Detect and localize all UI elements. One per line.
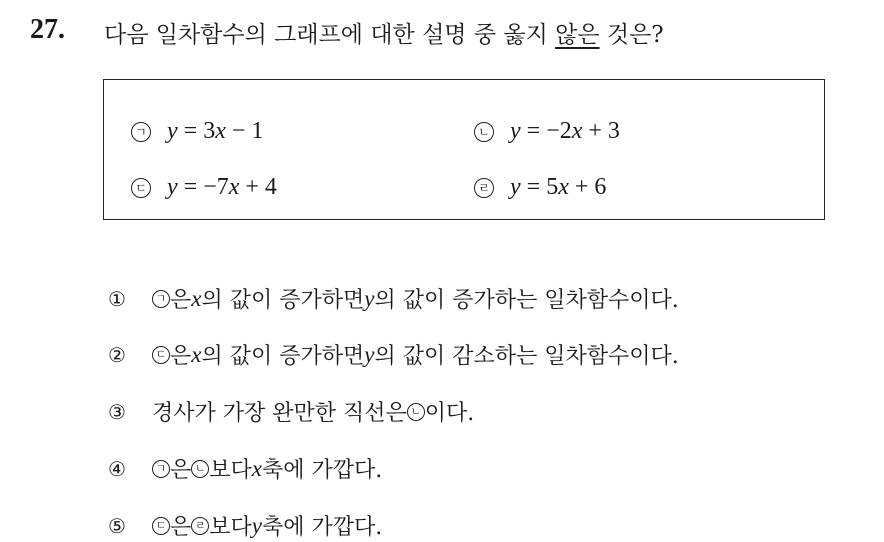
option-variable: x [251,455,262,481]
answer-option-1[interactable] [108,283,679,314]
function-item-a [131,118,263,145]
option-text: 축에 가깝다. [262,458,383,483]
option-text: 보다 [209,515,252,540]
option-number: ③ [108,399,126,424]
option-mark: ㄴ [407,403,425,421]
option-number: ④ [108,456,126,481]
option-number: ① [108,286,126,311]
equation-c: y = −7x + 4 [167,174,277,200]
option-text: 보다 [209,458,252,483]
equation-a: y = 3x − 1 [167,118,264,144]
option-text: 은 [170,458,192,483]
question-text [104,16,664,49]
answer-option-3[interactable] [108,396,474,427]
option-text: 의 값이 증가하면 [201,344,365,369]
option-variable: y [364,341,375,367]
mark-d: ㄹ [474,178,494,198]
option-variable: x [191,285,202,311]
option-number: ② [108,342,126,367]
mark-c: ㄷ [131,178,151,198]
option-text: 축에 가깝다. [262,515,383,540]
equation-b: y = −2x + 3 [510,118,620,144]
option-text: 경사가 가장 완만한 직선은 [152,401,407,426]
option-text: 은 [170,344,192,369]
question-text-start: 다음 일차함수의 그래프에 대한 설명 중 옳지 [104,22,556,48]
function-item-b [474,118,620,145]
option-variable: y [364,285,375,311]
question-underlined-word: 않은 [555,22,600,48]
option-text: 의 값이 증가하면 [201,288,365,313]
option-number: ⑤ [108,513,126,538]
option-mark: ㄹ [191,517,209,535]
option-mark: ㄴ [191,460,209,478]
mark-b: ㄴ [474,122,494,142]
mark-a: ㄱ [131,122,151,142]
answer-option-2[interactable] [108,339,679,370]
option-mark: ㄱ [152,460,170,478]
option-text: 은 [170,288,192,313]
option-variable: x [191,341,202,367]
option-text: 은 [170,515,192,540]
function-item-d [474,174,606,201]
question-number: 27. [30,14,65,45]
option-text: 의 값이 감소하는 일차함수이다. [374,344,679,369]
function-item-c [131,174,277,201]
option-text: 의 값이 증가하는 일차함수이다. [374,288,679,313]
function-box [103,79,825,220]
option-mark: ㄱ [152,290,170,308]
option-mark: ㄷ [152,346,170,364]
option-text: 이다. [424,401,475,426]
answer-option-5[interactable] [108,510,382,541]
option-variable: y [251,512,262,538]
question-text-end: 것은? [599,22,664,48]
option-mark: ㄷ [152,517,170,535]
answer-option-4[interactable] [108,453,382,484]
equation-d: y = 5x + 6 [510,174,607,200]
